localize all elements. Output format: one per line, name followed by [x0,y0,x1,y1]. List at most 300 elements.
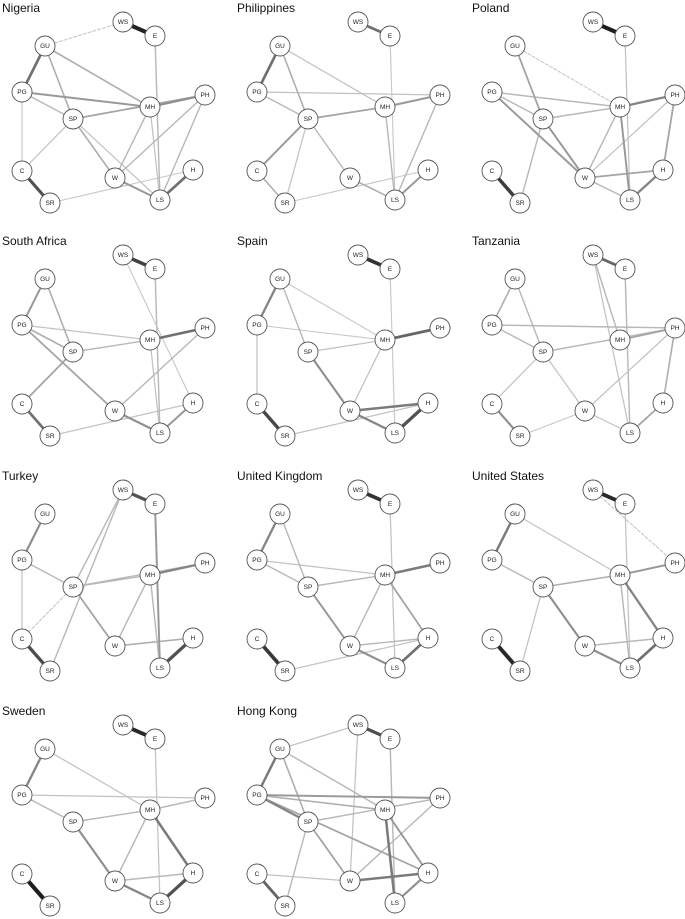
edge-pg-ph [257,92,440,95]
node-w [575,401,595,421]
node-label: PG [17,792,27,799]
node-pg [247,82,267,102]
network-panel-philippines [237,1,450,213]
node-c [247,161,267,181]
node-ls [150,658,170,678]
node-label: H [425,167,431,174]
edge-w-h [350,873,428,881]
edge-ph-h [663,328,675,403]
node-h [183,863,203,883]
edge-gu-sp [515,46,543,119]
panel-title: Tanzania [472,234,521,248]
node-mh [140,800,160,820]
panel-title: South Africa [2,234,67,248]
node-label: WS [117,487,129,494]
node-ws [113,715,133,735]
node-label: PH [435,795,445,802]
node-mh [610,97,630,117]
node-label: SR [280,200,290,207]
node-label: GU [510,276,520,283]
node-label: MH [144,337,156,344]
node-gu [270,504,290,524]
node-gu [505,36,525,56]
node-label: WS [352,19,364,26]
node-sr [510,426,530,446]
node-pg [12,785,32,805]
node-ls [385,893,405,913]
node-label: C [489,401,495,408]
node-label: WS [587,487,599,494]
edge-gu-sp [515,279,543,352]
node-label: SR [45,903,55,910]
node-label: PH [200,795,210,802]
node-mh [610,565,630,585]
node-ph [430,85,450,105]
node-w [340,636,360,656]
node-label: SR [515,200,525,207]
node-h [653,160,673,180]
node-e [615,259,635,279]
node-label: GU [40,43,50,50]
network-panel-sweden [2,704,215,916]
node-c [482,394,502,414]
edge-gu-sp [280,46,308,119]
edge-sp-mh [308,340,385,352]
network-panel-hong-kong [237,704,450,916]
edge-ws-sp [73,490,123,587]
node-label: SP [303,116,313,123]
node-h [418,863,438,883]
node-label: E [387,501,393,508]
node-label: PH [670,92,680,99]
edge-sp-mh [308,575,385,587]
edge-sp-mh [543,575,620,587]
node-mh [375,97,395,117]
node-ph [195,788,215,808]
node-gu [505,504,525,524]
node-mh [140,97,160,117]
node-ls [620,423,640,443]
node-mh [610,330,630,350]
node-label: GU [40,276,50,283]
node-label: LS [626,665,634,672]
panel-title: United States [472,469,545,483]
node-sr [275,661,295,681]
edge-gu-mh [280,749,385,810]
node-e [145,259,165,279]
node-label: MH [379,337,391,344]
node-ws [348,480,368,500]
panel-title: Nigeria [2,1,41,15]
edge-gu-mh [280,279,385,340]
node-label: C [254,401,260,408]
node-h [183,393,203,413]
node-label: C [19,168,25,175]
edge-w-h [115,638,193,646]
node-sr [40,896,60,916]
node-label: WS [352,252,364,259]
node-label: SR [515,433,525,440]
node-c [247,394,267,414]
edge-c-sp [22,352,73,404]
node-label: SP [303,584,313,591]
node-label: C [19,401,25,408]
node-label: E [152,736,158,743]
node-ph [195,553,215,573]
edge-gu-sp [45,279,73,352]
node-h [183,628,203,648]
edge-gu-mh [45,749,150,810]
edge-sp-mh [73,340,150,352]
node-label: H [425,400,431,407]
node-label: C [489,636,495,643]
node-h [183,160,203,180]
node-ph [665,318,685,338]
node-sp [298,342,318,362]
node-label: E [152,501,158,508]
node-label: PH [670,560,680,567]
panel-title: Sweden [2,704,46,718]
node-e [380,26,400,46]
node-label: SR [280,433,290,440]
node-label: C [254,871,260,878]
edge-mh-h [150,810,193,873]
network-panel-nigeria [2,1,215,213]
node-label: H [660,400,666,407]
edge-sp-mh [308,107,385,119]
edge-sp-w [308,822,350,881]
edge-sp-w [73,119,115,178]
node-label: SP [538,584,548,591]
node-label: WS [117,19,129,26]
node-label: SP [68,116,78,123]
edge-w-h [115,873,193,881]
node-label: C [489,168,495,175]
node-label: LS [156,430,164,437]
node-ws [348,12,368,32]
node-e [380,729,400,749]
network-panel-united-states [472,469,685,681]
edge-gu-sp [45,46,73,119]
node-label: E [622,266,628,273]
edge-pg-mh [257,325,385,340]
edge-mh-w [350,340,385,411]
node-label: MH [614,104,626,111]
node-label: GU [275,276,285,283]
node-ls [385,190,405,210]
edge-mh-h [385,575,428,638]
edge-ph-h [663,95,675,170]
node-label: E [152,266,158,273]
node-label: GU [275,746,285,753]
node-label: PH [435,560,445,567]
node-label: LS [156,900,164,907]
node-e [380,259,400,279]
node-e [380,494,400,514]
node-label: MH [379,104,391,111]
node-label: PG [252,557,262,564]
node-mh [375,330,395,350]
node-sr [275,426,295,446]
node-label: LS [626,197,634,204]
node-w [575,636,595,656]
edge-sp-w [73,587,115,646]
node-w [105,636,125,656]
network-panel-united-kingdom [237,469,450,681]
node-ph [430,788,450,808]
node-w [340,871,360,891]
node-ls [385,658,405,678]
node-label: C [254,636,260,643]
node-sr [275,193,295,213]
node-label: SP [68,584,78,591]
edge-gu-ws [280,725,358,749]
node-label: SP [538,349,548,356]
node-label: WS [352,722,364,729]
node-label: SP [68,349,78,356]
node-w [575,168,595,188]
node-label: LS [391,430,399,437]
node-label: C [19,636,25,643]
node-label: W [111,408,119,415]
node-ws [113,245,133,265]
node-ls [150,190,170,210]
node-w [105,401,125,421]
panel-title: United Kingdom [237,469,323,483]
node-label: LS [156,197,164,204]
panel-title: Turkey [2,469,39,483]
node-label: C [254,168,260,175]
node-label: SR [280,668,290,675]
node-e [145,494,165,514]
node-label: LS [391,197,399,204]
node-ph [195,85,215,105]
node-ws [583,245,603,265]
node-label: GU [510,43,520,50]
edge-w-mh [585,107,620,178]
node-label: PG [17,89,27,96]
edge-e-ls [625,269,630,433]
edge-pg-mh [22,325,150,340]
node-label: SR [515,668,525,675]
node-sp [63,577,83,597]
edge-sp-w [543,587,585,646]
node-pg [247,315,267,335]
node-ph [430,318,450,338]
node-label: PG [252,89,262,96]
edge-sp-w [73,822,115,881]
node-mh [140,330,160,350]
node-label: W [346,175,354,182]
node-ph [430,553,450,573]
node-label: SP [303,819,313,826]
node-label: PH [200,560,210,567]
node-gu [35,269,55,289]
node-ls [150,893,170,913]
node-label: W [111,878,119,885]
node-label: W [111,175,119,182]
node-pg [247,785,267,805]
node-label: PH [200,92,210,99]
node-label: E [387,266,393,273]
node-label: MH [144,104,156,111]
node-c [12,629,32,649]
node-sp [533,577,553,597]
node-gu [35,36,55,56]
node-label: H [660,167,666,174]
node-gu [35,504,55,524]
node-label: W [346,408,354,415]
node-sr [275,896,295,916]
edge-sp-w [308,352,350,411]
node-label: PG [252,322,262,329]
edge-sp-w [308,119,350,178]
node-w [340,168,360,188]
edge-sp-w [543,119,585,178]
node-label: W [346,878,354,885]
edge-c-w [257,874,350,881]
edge-ph-ls [395,95,440,200]
node-label: PG [252,792,262,799]
node-label: E [387,33,393,40]
node-label: E [387,736,393,743]
edge-sp-sr [520,587,543,671]
node-label: SR [45,433,55,440]
node-ph [665,553,685,573]
node-label: MH [614,572,626,579]
node-label: W [581,175,589,182]
node-label: W [346,643,354,650]
edge-sp-sr [520,119,543,203]
edge-gu-mh [45,46,150,107]
node-sp [63,342,83,362]
node-sp [298,109,318,129]
node-h [418,393,438,413]
node-pg [12,550,32,570]
node-label: LS [391,665,399,672]
node-label: H [425,870,431,877]
node-ws [583,480,603,500]
edge-gu-sp [280,279,308,352]
node-mh [375,800,395,820]
panel-title: Spain [237,234,268,248]
node-ph [665,85,685,105]
node-gu [35,739,55,759]
node-w [105,871,125,891]
node-label: GU [275,511,285,518]
node-label: MH [614,337,626,344]
panel-title: Hong Kong [237,704,298,718]
edge-w-h [350,403,428,411]
network-panel-tanzania [472,234,685,446]
edge-w-h [585,638,663,646]
node-c [12,161,32,181]
node-label: E [622,501,628,508]
panel-title: Poland [472,1,510,15]
node-ls [385,423,405,443]
node-c [247,629,267,649]
node-label: WS [587,19,599,26]
node-pg [482,82,502,102]
node-label: H [190,635,196,642]
node-label: SP [68,819,78,826]
node-ws [583,12,603,32]
node-label: E [622,33,628,40]
edge-gu-mh [280,46,385,107]
node-sp [63,812,83,832]
node-pg [12,82,32,102]
node-c [12,394,32,414]
node-ws [348,715,368,735]
edge-sp-mh [543,107,620,119]
edge-sp-mh [73,810,150,822]
panel-title: Philippines [237,1,296,15]
edge-ph-ls [160,95,205,200]
edge-ws-w [350,725,358,881]
edge-sp-w [543,352,585,411]
node-c [247,864,267,884]
edge-mh-w [115,575,150,646]
edge-pg-mh [492,92,620,107]
node-label: GU [40,511,50,518]
edge-sp-sr [285,822,308,906]
node-sr [510,661,530,681]
node-label: PG [17,557,27,564]
node-label: W [581,408,589,415]
node-ls [150,423,170,443]
network-panel-south-africa [2,234,215,446]
node-e [615,494,635,514]
node-label: C [19,871,25,878]
node-sr [40,661,60,681]
edge-pg-w [19,325,115,411]
node-ls [620,658,640,678]
node-mh [375,565,395,585]
node-ws [348,245,368,265]
node-label: MH [379,807,391,814]
edge-mh-w [350,575,385,646]
node-label: GU [40,746,50,753]
node-w [340,401,360,421]
node-gu [505,269,525,289]
network-panel-poland [472,1,685,213]
node-label: H [190,400,196,407]
node-label: MH [144,572,156,579]
node-sp [533,109,553,129]
node-sr [40,426,60,446]
node-label: E [152,33,158,40]
node-sr [510,193,530,213]
node-ws [113,480,133,500]
edge-sp-c [492,352,543,404]
node-label: PG [487,89,497,96]
node-label: W [111,643,119,650]
node-sp [533,342,553,362]
node-label: H [660,635,666,642]
node-mh [140,565,160,585]
node-label: W [581,643,589,650]
edge-pg-ph [492,325,675,328]
node-label: H [425,635,431,642]
node-e [145,26,165,46]
node-sp [63,109,83,129]
node-label: SP [538,116,548,123]
node-label: WS [352,487,364,494]
edge-sp-w [308,587,350,646]
node-label: PH [435,92,445,99]
node-h [653,393,673,413]
node-label: WS [117,252,129,259]
